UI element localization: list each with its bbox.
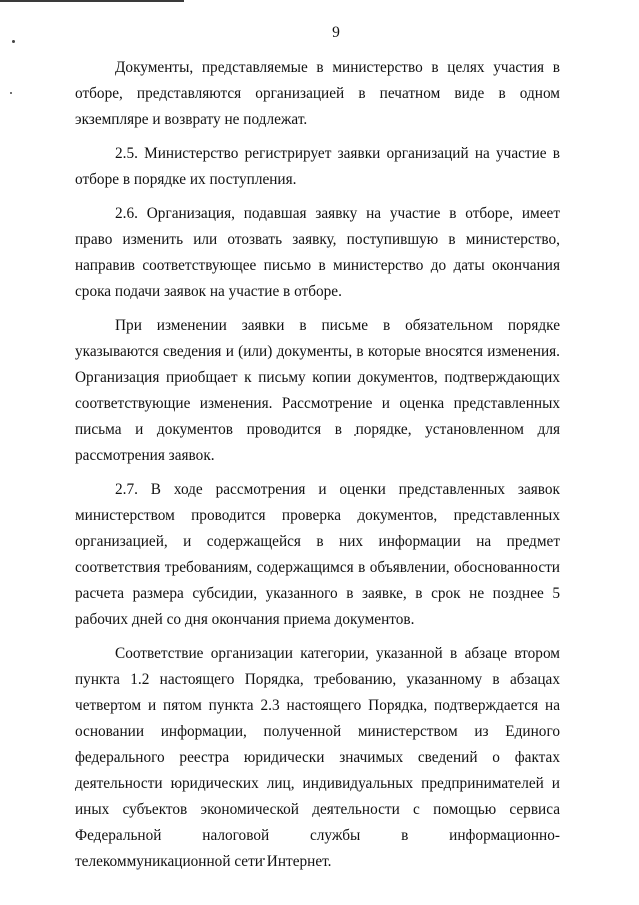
paragraph-compliance: Соответствие организации категории, указанной в абзаце втором пункта 1.2 настоящего Порядка, требованию, указанному в абзацах четвертом и пятом пункта 2.3 настоящего Порядка, подтверждается на основании информации, полученной министерством из Единого федерального реестра юридически значимых сведений о фактах деятельности юридических лиц, индивидуальных предпринимателей и иных субъектов экономической деятельности с помощью сервиса Федеральной налоговой службы в информационно-телекоммуникационной сети Интернет. [75,645,560,870]
body-text [75,55,560,875]
paragraph-submission: Документы, представляемые в министерство в целях участия в отборе, представляются организацией в печатном виде в одном экземпляре и возврату не подлежат. [75,59,560,128]
paragraph-2-5: 2.5. Министерство регистрирует заявки организаций на участие в отборе в порядке их поступления. [75,145,560,188]
paragraph-changes: При изменении заявки в письме в обязательном порядке указываются сведения и (или) документы, в которые вносятся изменения. Организация приобщает к письму копии документов, подтверждающих соответствующие изменения. Рассмотрение и оценка представленных письма и документов проводится в порядке, установленном для рассмотрения заявок. [75,317,560,464]
paragraph-2-6: 2.6. Организация, подавшая заявку на участие в отборе, имеет право изменить или отозвать заявку, поступившую в министерство, направив соответствующее письмо в министерство до даты окончания срока подачи заявок на участие в отборе. [75,205,560,300]
top-rule [0,0,184,2]
page-number: 9 [332,24,340,41]
paragraph-2-7: 2.7. В ходе рассмотрения и оценки представленных заявок министерством проводится проверка документов, представленных организацией, и содержащейся в них информации на предмет соответствия требованиям, содержащимся в объявлении, обоснованности расчета размера субсидии, указанного в заявке, в срок не позднее 5 рабочих дней со дня окончания приема документов. [75,481,560,628]
scan-speck [10,92,12,94]
